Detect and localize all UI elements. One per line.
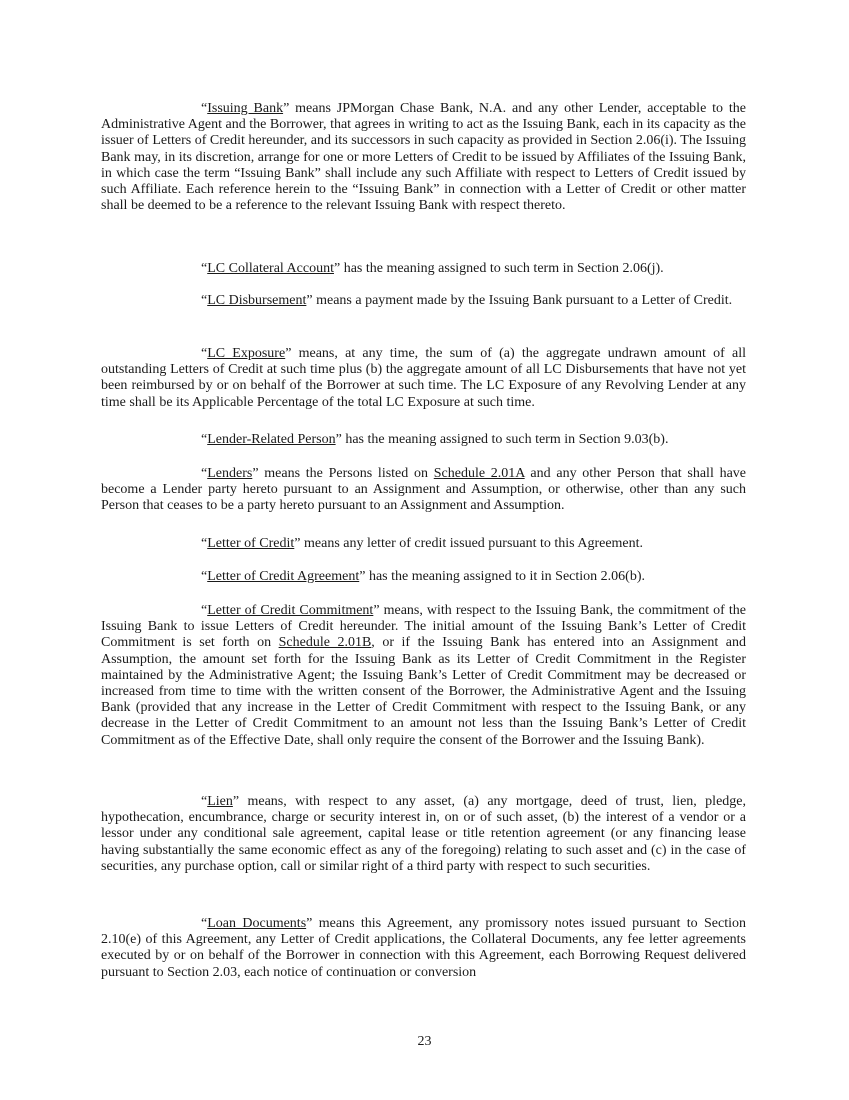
definition-lc-collateral-account [101, 261, 746, 277]
definition-issuing-bank [101, 101, 746, 214]
definition-text: has the meaning assigned to such term in Section 9.03(b). [341, 432, 669, 447]
definition-text: means, with respect to the Issuing Bank, the commitment of the Issuing Bank to issue Letters of Credit hereunder. The initial amount of the Issuing Bank’s Letter of Credit Commitment is set forth on [101, 603, 746, 651]
definition-letter-of-credit-commitment [101, 603, 746, 749]
definition-paragraph: “Lien” means, with respect to any asset, (a) any mortgage, deed of trust, lien, pledge, hypothecation, encumbrance, charge or security interest in, on or of such asset, (b) the interest of a vendor or a lessor under any conditional sale agreement, capital lease or title retention agreement (or any financing lease having substantially the same economic effect as any of the foregoing) relating to such asset and (c) in the case of securities, any purchase option, call or similar right of a third party with respect to such securities. [101, 794, 746, 874]
defined-term: Lenders [207, 466, 253, 481]
definition-text: means any letter of credit issued pursuant to this Agreement. [300, 536, 644, 551]
definition-letter-of-credit [101, 536, 746, 552]
defined-term: LC Collateral Account [207, 261, 334, 276]
definition-text: , or if the Issuing Bank has entered into an Assignment and Assumption, the amount set forth for the Issuing Bank as its Letter of Credit Commitment in the Register maintained by the Administrative Agent; the Issuing Bank’s Letter of Credit Commitment may be decreased or increased from time to time with the written consent of the Borrower, the Administrative Agent and the Issuing Bank (provided that any increase in the Letter of Credit Commitment with respect to the Issuing Bank, or any decrease in the Letter of Credit Commitment to an amount not less than the Issuing Bank’s Letter of Credit Commitment as of the Effective Date, shall only require the consent of the Borrower and the Issuing Bank). [101, 635, 747, 748]
page-number: 23 [417, 1034, 432, 1049]
definition-paragraph: “Lender-Related Person” has the meaning assigned to such term in Section 9.03(b). [201, 432, 669, 447]
definition-lenders [101, 466, 746, 515]
defined-term: Letter of Credit Agreement [207, 569, 360, 584]
defined-term: Loan Documents [207, 916, 307, 931]
definition-text: means, at any time, the sum of (a) the aggregate undrawn amount of all outstanding Letters of Credit at such time plus (b) the aggregate amount of all LC Disbursements that have not yet been reimbursed by or on behalf of the Borrower at such time. The LC Exposure of any Revolving Lender at any time shall be its Applicable Percentage of the total LC Exposure at such time. [101, 346, 746, 410]
definition-paragraph: “Loan Documents” means this Agreement, any promissory notes issued pursuant to Section 2.10(e) of this Agreement, any Letter of Credit applications, the Collateral Documents, any fee letter agreements executed by or on behalf of the Borrower in connection with this Agreement, each Borrowing Request delivered pursuant to Section 2.03, each notice of continuation or conversion [101, 916, 746, 980]
definition-lc-exposure [101, 346, 746, 411]
definition-paragraph: “LC Disbursement” means a payment made by the Issuing Bank pursuant to a Letter of Credit. [201, 293, 733, 308]
schedule-reference: Schedule 2.01B [278, 635, 372, 651]
definition-text: has the meaning assigned to it in Section 2.06(b). [365, 569, 645, 584]
definition-letter-of-credit-agreement [101, 569, 746, 585]
defined-term: Lender-Related Person [207, 432, 336, 447]
definition-paragraph: “Letter of Credit” means any letter of credit issued pursuant to this Agreement. [201, 536, 644, 551]
definition-text: and any other Person that shall have become a Lender party hereto pursuant to an Assignment and Assumption, or otherwise, other than any such Person that ceases to be a party hereto pursuant to an Assignment and Assumption. [101, 466, 747, 514]
definition-paragraph: “LC Collateral Account” has the meaning assigned to such term in Section 2.06(j). [201, 261, 664, 276]
definition-lien [101, 794, 746, 875]
defined-term: Issuing Bank [207, 101, 284, 116]
definition-paragraph: “Lenders” means the Persons listed on Schedule 2.01A and any other Person that shall have become a Lender party hereto pursuant to an Assignment and Assumption, or otherwise, other than any such Person that ceases to be a party hereto pursuant to an Assignment and Assumption. [101, 466, 747, 514]
schedule-reference: Schedule 2.01A [433, 466, 525, 481]
definition-paragraph: “Letter of Credit Agreement” has the meaning assigned to it in Section 2.06(b). [201, 569, 645, 584]
definition-lc-disbursement [101, 293, 746, 309]
definition-text: means a payment made by the Issuing Bank pursuant to a Letter of Credit. [312, 293, 733, 308]
defined-term: Letter of Credit Commitment [207, 603, 374, 618]
defined-term: Lien [207, 794, 233, 809]
definition-text: means the Persons listed on [258, 466, 434, 481]
definition-paragraph: “Issuing Bank” means JPMorgan Chase Bank, N.A. and any other Lender, acceptable to the Administrative Agent and the Borrower, that agrees in writing to act as the Issuing Bank, each in its capacity as the issuer of Letters of Credit hereunder, and its successors in such capacity as provided in Section 2.06(i). The Issuing Bank may, in its discretion, arrange for one or more Letters of Credit to be issued by Affiliates of the Issuing Bank, in which case the term “Issuing Bank” shall include any such Affiliate with respect to Letters of Credit issued by such Affiliate. Each reference herein to the “Issuing Bank” in connection with a Letter of Credit or other matter shall be deemed to be a reference to the relevant Issuing Bank with respect thereto. [101, 101, 746, 214]
definition-loan-documents [101, 916, 746, 981]
defined-term: LC Disbursement [207, 293, 307, 308]
definition-paragraph: “Letter of Credit Commitment” means, with respect to the Issuing Bank, the commitment of the Issuing Bank to issue Letters of Credit hereunder. The initial amount of the Issuing Bank’s Letter of Credit Commitment is set forth on Schedule 2.01B, or if the Issuing Bank has entered into an Assignment and Assumption, the amount set forth for the Issuing Bank as its Letter of Credit Commitment in the Register maintained by the Administrative Agent; the Issuing Bank’s Letter of Credit Commitment may be decreased or increased from time to time with the written consent of the Borrower, the Administrative Agent and the Issuing Bank (provided that any increase in the Letter of Credit Commitment with respect to the Issuing Bank, or any decrease in the Letter of Credit Commitment to an amount not less than the Issuing Bank’s Letter of Credit Commitment as of the Effective Date, shall only require the consent of the Borrower and the Issuing Bank). [101, 603, 747, 748]
definition-text: means this Agreement, any promissory notes issued pursuant to Section 2.10(e) of this Agreement, any Letter of Credit applications, the Collateral Documents, any fee letter agreements executed by or on behalf of the Borrower in connection with this Agreement, each Borrowing Request delivered pursuant to Section 2.03, each notice of continuation or conversion [101, 916, 746, 980]
defined-term: Letter of Credit [207, 536, 295, 551]
definition-text: means JPMorgan Chase Bank, N.A. and any other Lender, acceptable to the Administrative Agent and the Borrower, that agrees in writing to act as the Issuing Bank, each in its capacity as the issuer of Letters of Credit hereunder, and its successors in such capacity as provided in Section 2.06(i). The Issuing Bank may, in its discretion, arrange for one or more Letters of Credit to be issued by Affiliates of the Issuing Bank, in which case the term “Issuing Bank” shall include any such Affiliate with respect to Letters of Credit issued by such Affiliate. Each reference herein to the “Issuing Bank” in connection with a Letter of Credit or other matter shall be deemed to be a reference to the relevant Issuing Bank with respect thereto. [101, 101, 746, 214]
definition-paragraph: “LC Exposure” means, at any time, the sum of (a) the aggregate undrawn amount of all outstanding Letters of Credit at such time plus (b) the aggregate amount of all LC Disbursements that have not yet been reimbursed by or on behalf of the Borrower at such time. The LC Exposure of any Revolving Lender at any time shall be its Applicable Percentage of the total LC Exposure at such time. [101, 346, 746, 410]
definition-lender-related-person [101, 432, 746, 448]
definition-text: has the meaning assigned to such term in Section 2.06(j). [340, 261, 664, 276]
defined-term: LC Exposure [207, 346, 286, 361]
definition-text: means, with respect to any asset, (a) any mortgage, deed of trust, lien, pledge, hypothecation, encumbrance, charge or security interest in, on or of such asset, (b) the interest of a vendor or a lessor under any conditional sale agreement, capital lease or title retention agreement (or any financing lease having substantially the same economic effect as any of the foregoing) relating to such asset and (c) in the case of securities, any purchase option, call or similar right of a third party with respect to such securities. [101, 794, 746, 874]
